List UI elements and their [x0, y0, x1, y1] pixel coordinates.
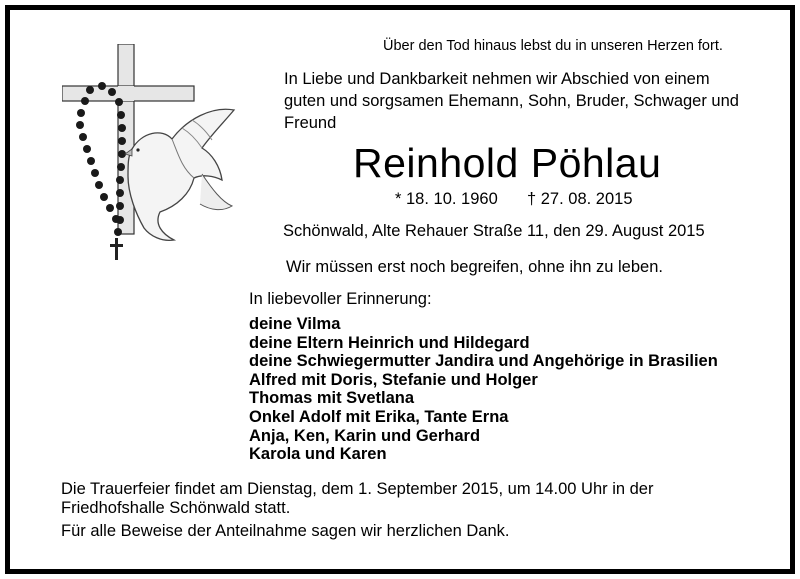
memory-heading: In liebevoller Erinnerung:: [249, 290, 432, 308]
deceased-name: Reinhold Pöhlau: [353, 140, 662, 186]
place-and-date: Schönwald, Alte Rehauer Straße 11, den 29. August 2015: [283, 222, 705, 240]
death-date: † 27. 08. 2015: [527, 190, 633, 208]
list-item: deine Vilma: [249, 315, 341, 333]
intro-text: In Liebe und Dankbarkeit nehmen wir Abschied von einem guten und sorgsamen Ehemann, Sohn, Bruder, Schwager und Freund: [284, 70, 739, 132]
motto: Über den Tod hinaus lebst du in unseren Herzen fort.: [383, 38, 723, 54]
mourners-list: [249, 315, 718, 464]
list-item: Anja, Ken, Karin und Gerhard: [249, 426, 481, 445]
quote: Wir müssen erst noch begreifen, ohne ihn zu leben.: [286, 258, 663, 276]
list-item: Onkel Adolf mit Erika, Tante Erna: [249, 407, 509, 426]
cross-dove-rosary-icon: [62, 44, 242, 264]
list-item: Karola und Karen: [249, 445, 387, 464]
list-item: deine Eltern Heinrich und Hildegard: [249, 333, 530, 352]
funeral-info: Die Trauerfeier findet am Dienstag, dem 1. September 2015, um 14.00 Uhr in der Friedhofshalle Schönwald statt.: [61, 480, 654, 517]
birth-date: * 18. 10. 1960: [395, 190, 498, 208]
list-item: Alfred mit Doris, Stefanie und Holger: [249, 370, 538, 389]
thanks-text: Für alle Beweise der Anteilnahme sagen wir herzlichen Dank.: [61, 522, 510, 540]
list-item: Thomas mit Svetlana: [249, 389, 415, 408]
list-item: deine Schwiegermutter Jandira und Angehörige in Brasilien: [249, 352, 718, 371]
